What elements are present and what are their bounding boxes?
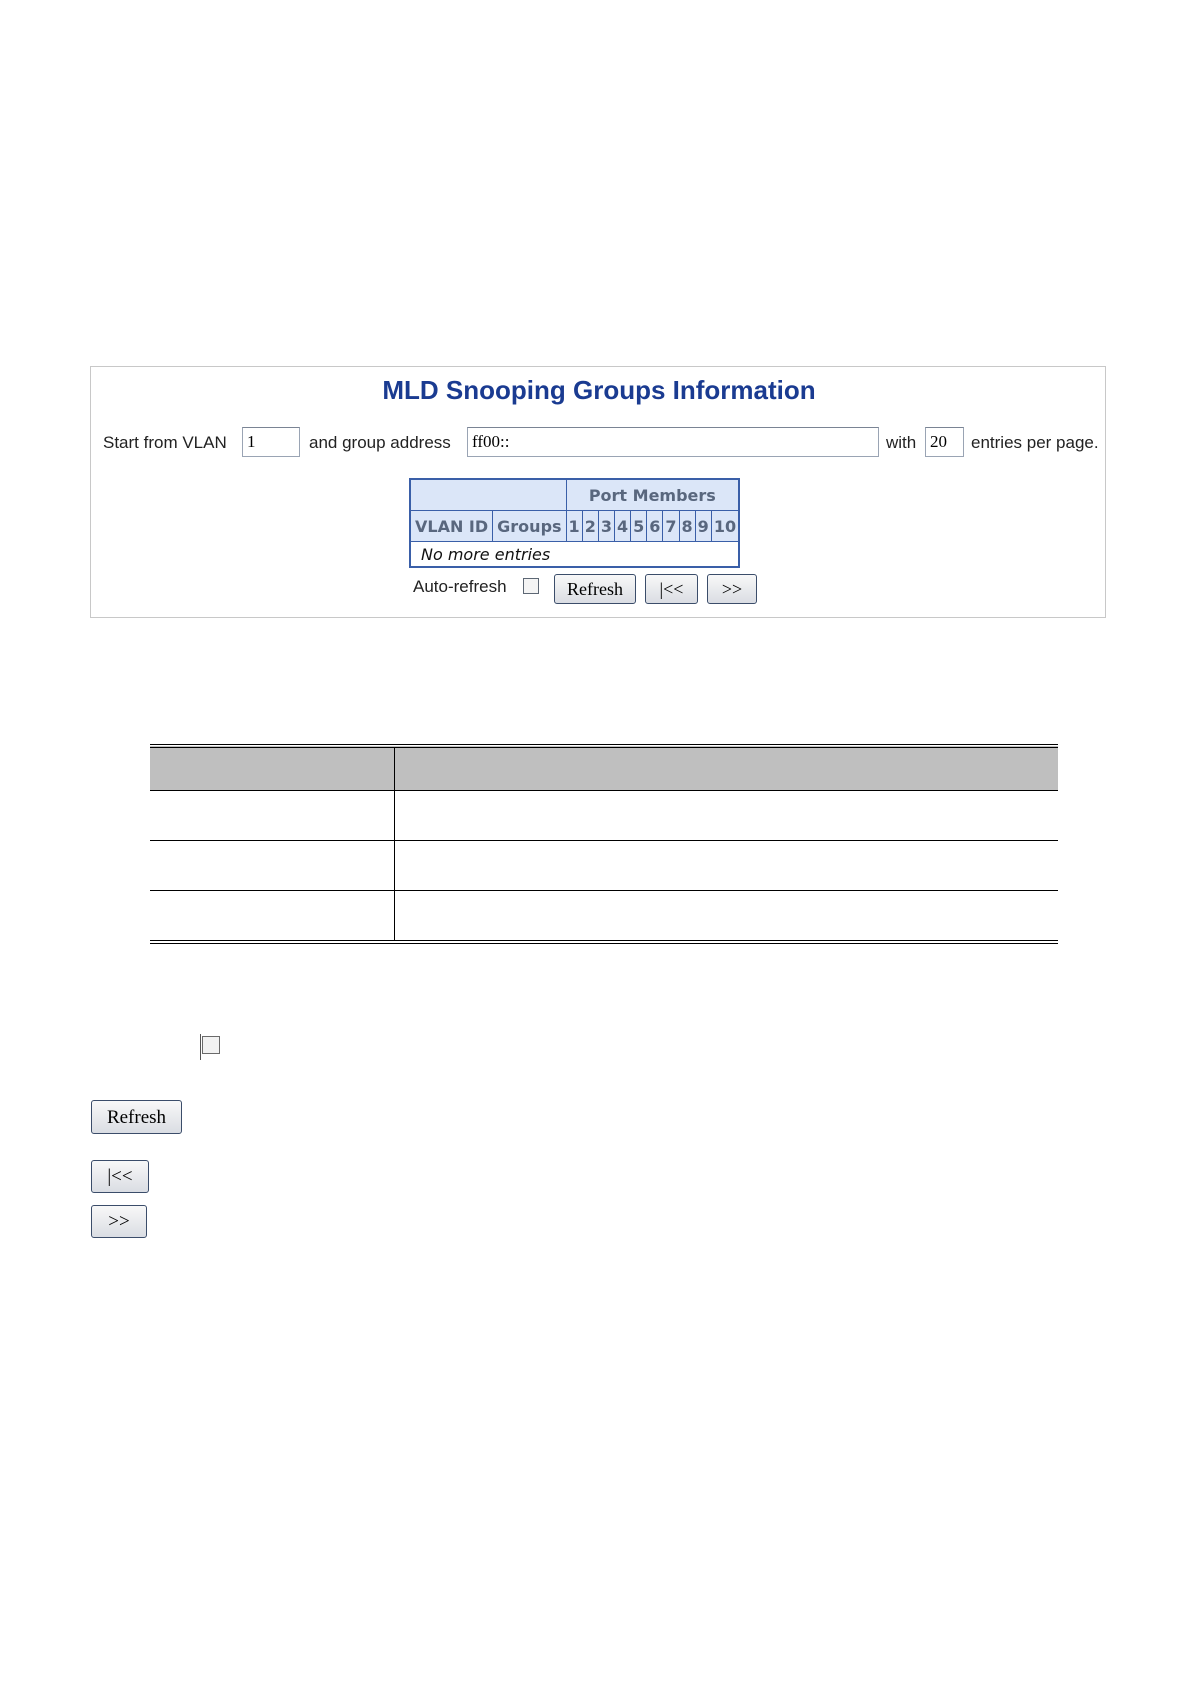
table-row <box>150 791 1058 841</box>
entries-per-page-input[interactable] <box>925 427 964 457</box>
group-address-label: and group address <box>309 433 451 452</box>
with-label: with <box>886 433 917 452</box>
port-header: 8 <box>679 511 695 542</box>
port-header: 7 <box>663 511 679 542</box>
port-header: 2 <box>582 511 598 542</box>
port-header: 6 <box>647 511 663 542</box>
table-row <box>150 891 1058 943</box>
refresh-button[interactable]: Refresh <box>554 574 636 604</box>
start-vlan-label: Start from VLAN <box>103 433 227 452</box>
blank-header-cell <box>410 479 566 511</box>
desc-cell <box>395 791 1059 841</box>
port-header: 10 <box>711 511 739 542</box>
groups-table <box>409 478 740 568</box>
table-row <box>150 841 1058 891</box>
desc-cell <box>150 841 395 891</box>
auto-refresh-checkbox-sample[interactable] <box>200 1034 220 1060</box>
desc-header-object <box>150 746 395 791</box>
group-address-input[interactable] <box>467 427 879 457</box>
entries-per-page-label: entries per page. <box>971 433 1099 452</box>
start-vlan-input[interactable] <box>242 427 300 457</box>
refresh-button-sample[interactable]: Refresh <box>91 1100 182 1134</box>
text-cursor-icon <box>200 1034 201 1060</box>
auto-refresh-checkbox[interactable] <box>523 578 539 594</box>
no-entries-row: No more entries <box>410 542 739 568</box>
next-page-button[interactable]: >> <box>707 574 757 604</box>
vlan-id-header: VLAN ID <box>410 511 493 542</box>
first-page-button-sample[interactable]: |<< <box>91 1160 149 1193</box>
desc-cell <box>395 891 1059 943</box>
description-table <box>150 744 1058 944</box>
desc-cell <box>395 841 1059 891</box>
port-members-header: Port Members <box>566 479 739 511</box>
groups-header: Groups <box>493 511 566 542</box>
desc-header-description <box>395 746 1059 791</box>
next-page-button-sample[interactable]: >> <box>91 1205 147 1238</box>
first-page-button[interactable]: |<< <box>645 574 698 604</box>
port-header: 3 <box>598 511 614 542</box>
page-title: MLD Snooping Groups Information <box>382 375 816 405</box>
port-header: 1 <box>566 511 582 542</box>
auto-refresh-label: Auto-refresh <box>413 577 507 596</box>
desc-cell <box>150 891 395 943</box>
port-header: 5 <box>631 511 647 542</box>
port-header: 9 <box>695 511 711 542</box>
desc-cell <box>150 791 395 841</box>
mld-groups-panel <box>90 366 1106 618</box>
checkbox-icon <box>202 1036 220 1054</box>
port-header: 4 <box>614 511 630 542</box>
